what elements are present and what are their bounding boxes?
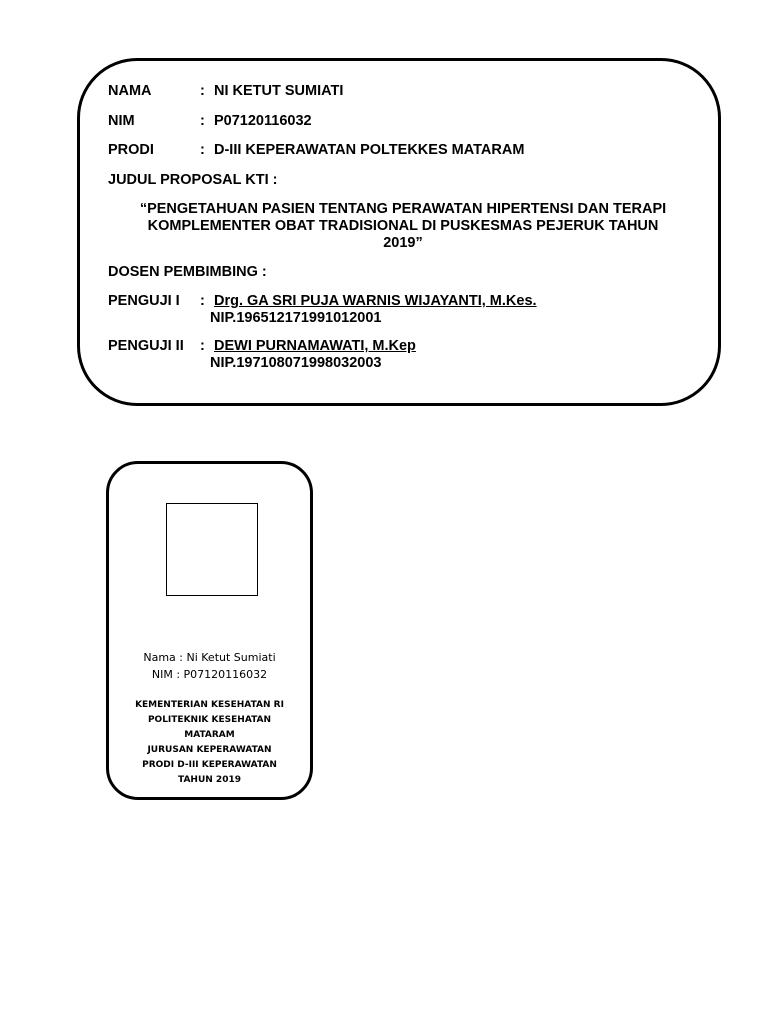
proposal-title-line-2: KOMPLEMENTER OBAT TRADISIONAL DI PUSKESMAS PEJERUK TAHUN: [147, 218, 659, 234]
proposal-title-line-1: “PENGETAHUAN PASIEN TENTANG PERAWATAN HIPERTENSI DAN TERAPI: [139, 201, 667, 217]
penguji2-separator: :: [200, 338, 205, 354]
judul-heading: JUDUL PROPOSAL KTI :: [108, 172, 278, 188]
penguji1-key: PENGUJI I: [108, 293, 180, 309]
nim-key: NIM: [108, 113, 135, 129]
penguji1-row: [108, 293, 537, 310]
prodi-separator: :: [200, 142, 205, 158]
nim-value: P07120116032: [214, 113, 312, 129]
institution-line-4: JURUSAN KEPERAWATAN: [147, 745, 272, 755]
nama-key: NAMA: [108, 83, 152, 99]
penguji1-name: Drg. GA SRI PUJA WARNIS WIJAYANTI, M.Kes.: [214, 293, 537, 309]
penguji2-key: PENGUJI II: [108, 338, 184, 354]
spine-nim: NIM : P07120116032: [151, 668, 268, 681]
prodi-key: PRODI: [108, 142, 154, 158]
nama-separator: :: [200, 83, 205, 99]
photo-placeholder: [166, 503, 258, 596]
institution-line-1: KEMENTERIAN KESEHATAN RI: [135, 700, 284, 710]
spine-label-box: [106, 461, 313, 800]
institution-line-2: POLITEKNIK KESEHATAN: [147, 715, 272, 725]
institution-line-3: MATARAM: [184, 730, 235, 740]
institution-line-6: TAHUN 2019: [178, 775, 241, 785]
penguji1-separator: :: [200, 293, 205, 309]
penguji1-nip: NIP.196512171991012001: [210, 310, 382, 326]
prodi-value: D-III KEPERAWATAN POLTEKKES MATARAM: [214, 142, 525, 158]
proposal-title-line-3: 2019”: [383, 235, 423, 251]
prodi-row: [108, 142, 524, 159]
proposal-title: [108, 201, 698, 252]
institution-line-5: PRODI D-III KEPERAWATAN: [142, 760, 277, 770]
cover-label-box: [77, 58, 721, 406]
nim-separator: :: [200, 113, 205, 129]
spine-name: Nama : Ni Ketut Sumiati: [143, 651, 276, 664]
nim-row: [108, 113, 312, 130]
penguji2-nip: NIP.197108071998032003: [210, 355, 382, 371]
penguji2-row: [108, 338, 416, 355]
penguji2-name: DEWI PURNAMAWATI, M.Kep: [214, 338, 416, 354]
spine-institution: [109, 698, 310, 788]
dosen-heading: DOSEN PEMBIMBING :: [108, 264, 267, 280]
nama-value: NI KETUT SUMIATI: [214, 83, 344, 99]
label-content: [108, 83, 698, 384]
nama-row: [108, 83, 343, 100]
